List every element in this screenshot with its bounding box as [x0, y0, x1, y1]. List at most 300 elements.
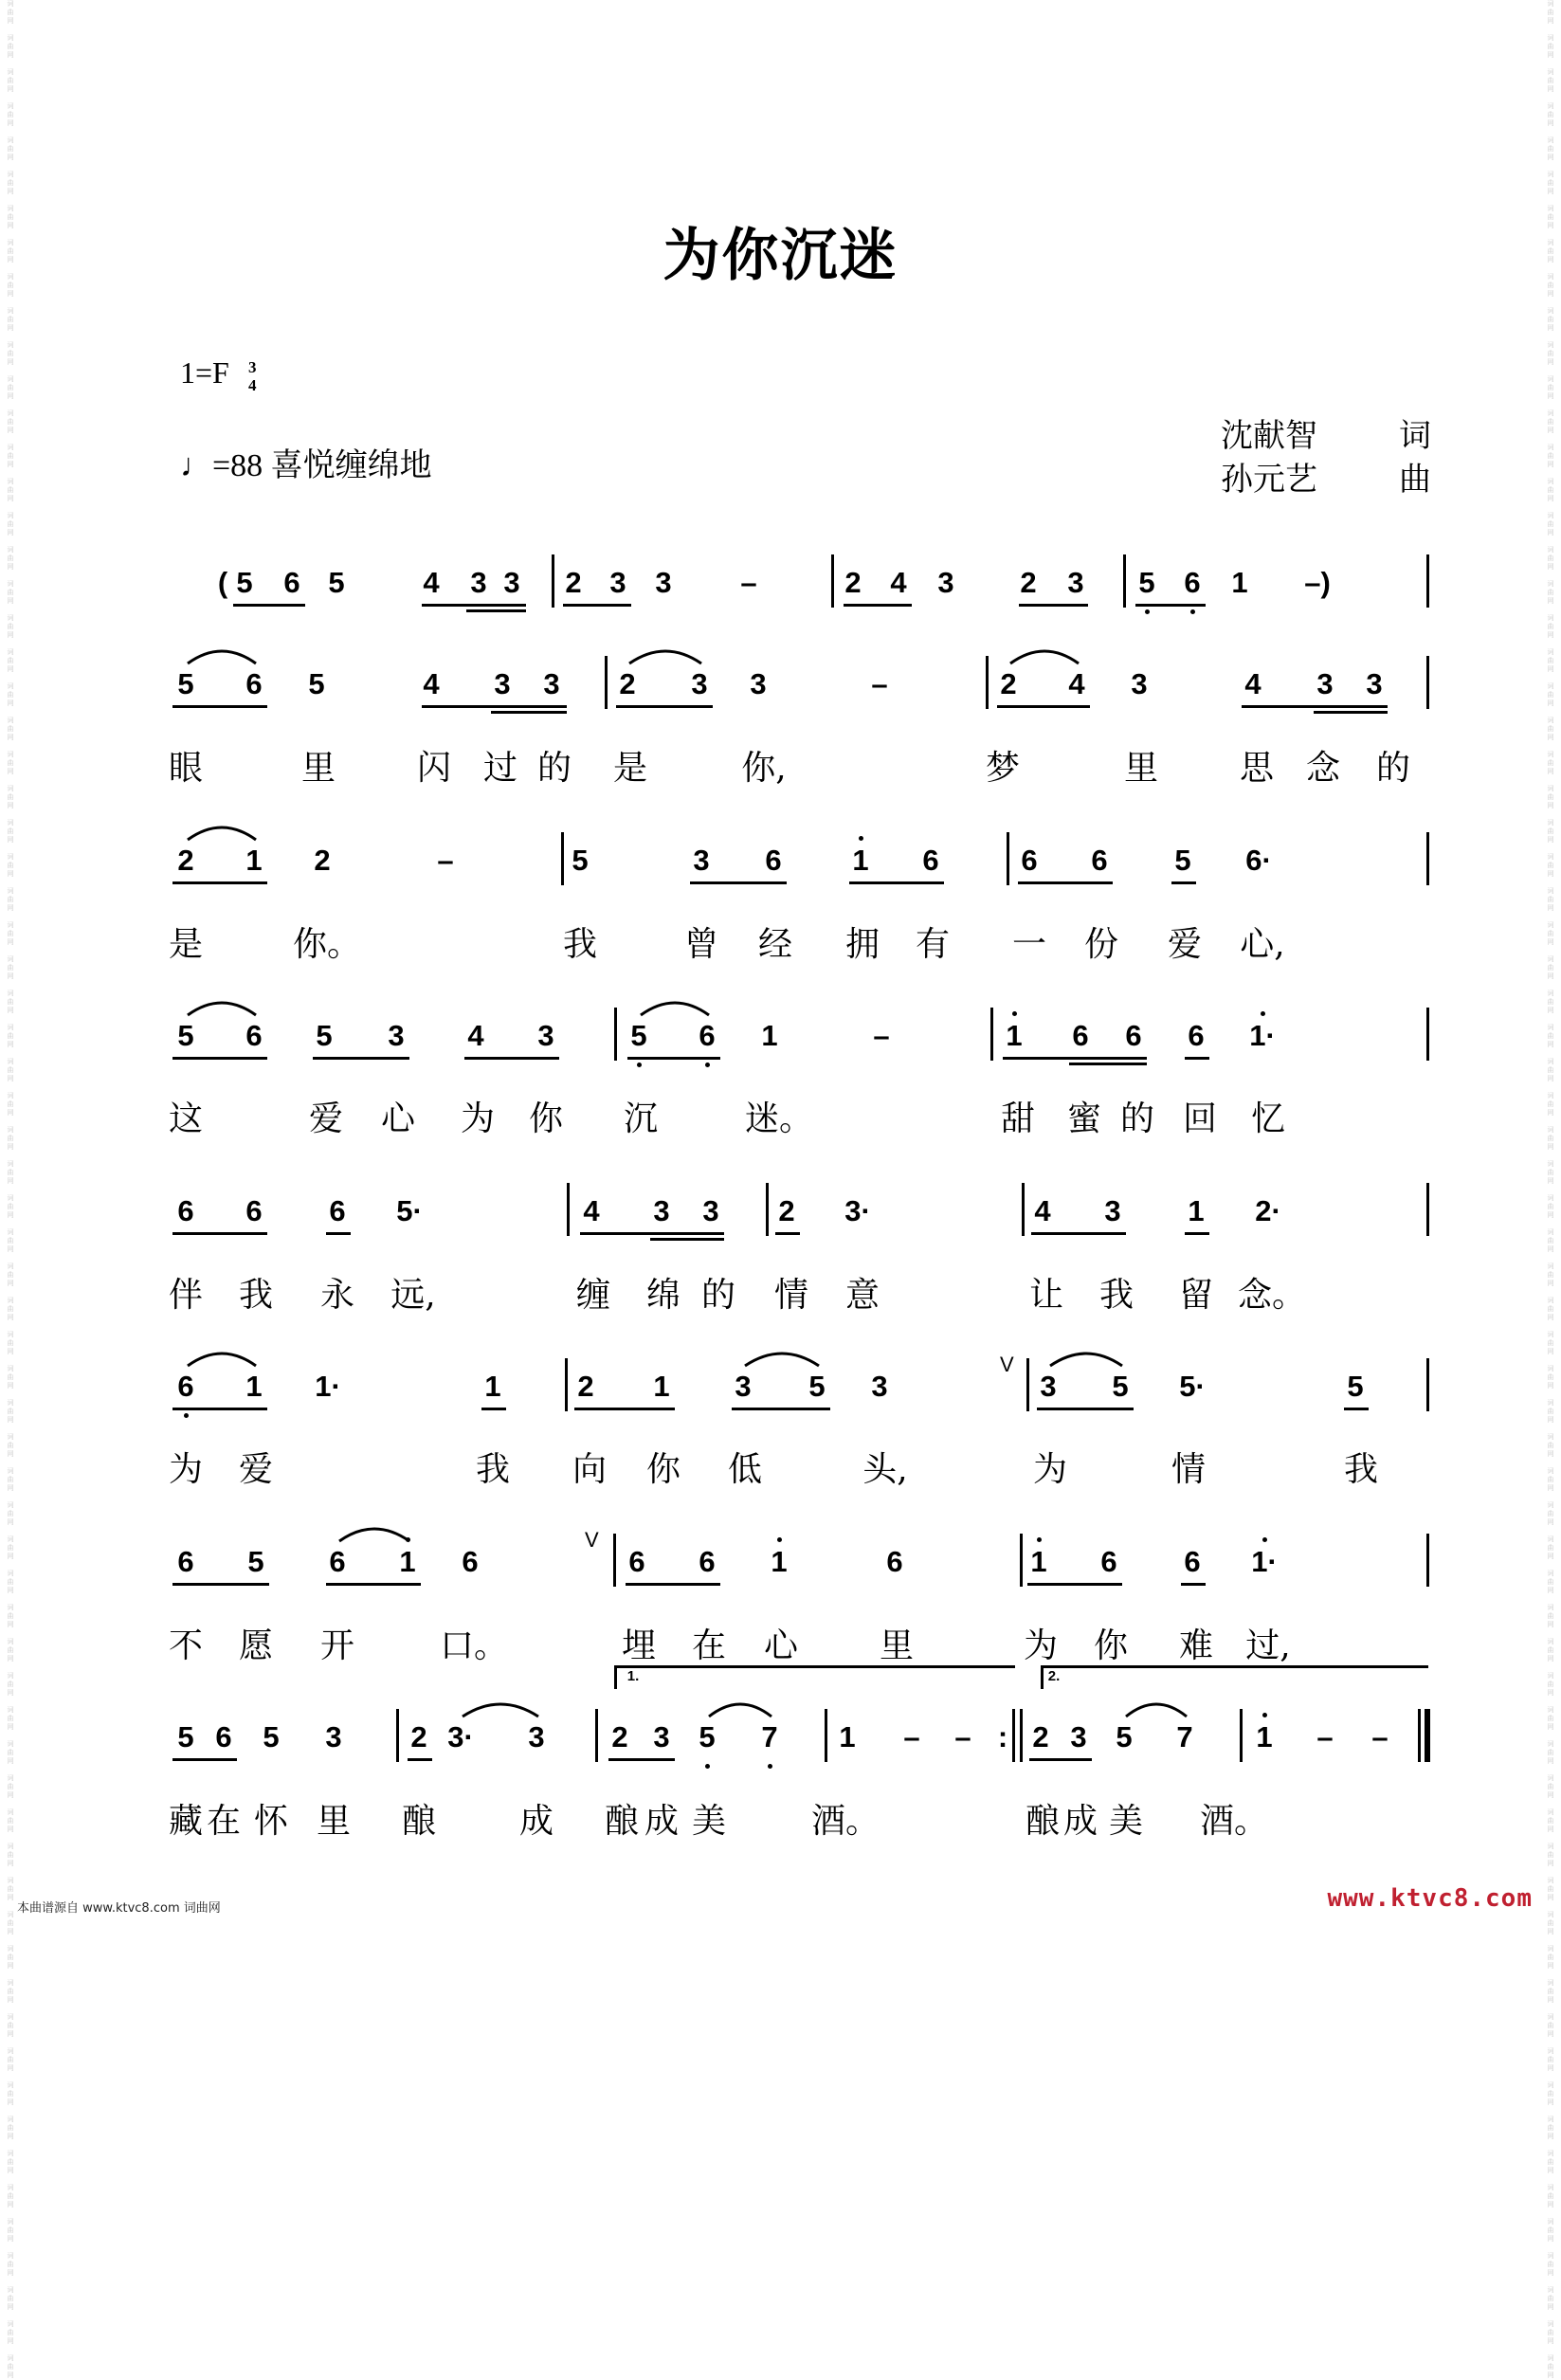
jianpu-note: 1· — [1249, 1019, 1276, 1052]
lyric-syllable: 有 — [915, 925, 951, 964]
lyric-syllable: 眼 — [168, 749, 204, 788]
jianpu-note: 6 — [462, 1545, 479, 1578]
jianpu-note: 1 — [484, 1370, 501, 1403]
slur-tie — [186, 996, 258, 1017]
bar-line — [825, 1709, 827, 1762]
jianpu-note: 7 — [1176, 1720, 1193, 1753]
jianpu-note: 5 — [808, 1370, 826, 1403]
slur-tie — [186, 821, 258, 842]
lyric-syllable: 是 — [612, 749, 648, 788]
lyric-syllable: 爱 — [308, 1099, 344, 1138]
footer-source: 本曲谱源自 www.ktvc8.com 词曲网 — [17, 1901, 221, 1916]
lyric-syllable: 拥 — [844, 925, 880, 964]
jianpu-note: 1 — [245, 1370, 263, 1403]
beam-underline — [608, 1758, 675, 1761]
bar-line — [1426, 1183, 1429, 1236]
jianpu-note: 3 — [388, 1019, 405, 1052]
lyric-syllable: 曾 — [683, 925, 719, 964]
jianpu-note: 5 — [630, 1019, 647, 1052]
lyric-syllable: 里 — [1123, 749, 1159, 788]
time-signature — [248, 358, 257, 394]
beam-underline — [172, 705, 267, 708]
jianpu-note: 6 — [1091, 844, 1108, 877]
beam-underline — [172, 1408, 267, 1410]
lyric-syllable: 经 — [757, 925, 793, 964]
jianpu-note: 6 — [245, 1019, 263, 1052]
octave-dot-above — [859, 836, 863, 841]
lyric-syllable: 蜜 — [1066, 1099, 1102, 1138]
lyric-syllable: 里 — [879, 1626, 915, 1665]
lyric-syllable: 心, — [1240, 925, 1285, 964]
lyric-syllable: 心 — [380, 1099, 416, 1138]
beam-underline — [326, 1583, 421, 1586]
bar-line — [1020, 1709, 1023, 1762]
repeat-dots: : — [997, 1720, 1008, 1753]
beam-underline — [1003, 1057, 1147, 1060]
lyric-syllable: 永 — [319, 1276, 355, 1315]
jianpu-note: 5 — [263, 1720, 280, 1753]
jianpu-note: – — [873, 1019, 890, 1052]
jianpu-note: 1 — [399, 1545, 416, 1578]
jianpu-note: 1 — [1030, 1545, 1047, 1578]
octave-dot-above — [1261, 1011, 1265, 1016]
beam-underline — [491, 711, 567, 714]
lyric-syllable: 里 — [316, 1802, 352, 1841]
lyric-syllable: 酿 — [1025, 1802, 1061, 1841]
jianpu-note: 6 — [699, 1545, 716, 1578]
lyric-syllable: 难 — [1178, 1626, 1214, 1665]
lyric-syllable: 埋 — [621, 1626, 657, 1665]
jianpu-note: 5 — [308, 667, 325, 700]
lyric-syllable: 为 — [460, 1099, 496, 1138]
volta-first — [614, 1665, 1015, 1689]
beam-underline — [844, 604, 912, 607]
jianpu-note: – — [871, 667, 888, 700]
jianpu-note: – — [437, 844, 454, 877]
tempo-marking: ♩=88 喜悦缠绵地 — [180, 448, 432, 483]
lyric-syllable: 里 — [300, 749, 336, 788]
lyric-syllable: 心 — [763, 1626, 799, 1665]
jianpu-note: 2 — [565, 566, 582, 599]
volta-second-label: 2. — [1047, 1668, 1061, 1684]
octave-dot-below — [184, 1413, 189, 1418]
jianpu-note: 1 — [1006, 1019, 1023, 1052]
jianpu-note: 6 — [177, 1194, 194, 1227]
jianpu-note: 6 — [1072, 1019, 1089, 1052]
time-signature-bottom: 4 — [248, 376, 257, 394]
beam-underline — [574, 1408, 675, 1410]
octave-dot-below — [1145, 609, 1150, 614]
lyric-syllable: 酿 — [604, 1802, 640, 1841]
jianpu-note: – — [1316, 1720, 1334, 1753]
bar-line — [766, 1183, 769, 1236]
jianpu-note: 1 — [771, 1545, 788, 1578]
beam-underline — [481, 1408, 506, 1410]
jianpu-note: 2 — [611, 1720, 628, 1753]
jianpu-note: 5 — [1174, 844, 1191, 877]
beam-underline — [466, 609, 526, 612]
lyric-syllable: 过, — [1245, 1626, 1291, 1665]
jianpu-note: 1 — [245, 844, 263, 877]
jianpu-note: 4 — [890, 566, 907, 599]
bar-line — [1022, 1183, 1025, 1236]
bar-line — [614, 1008, 617, 1061]
jianpu-note: 5· — [1179, 1370, 1206, 1403]
bar-line — [613, 1534, 616, 1587]
slur-tie — [1008, 645, 1080, 665]
breath-mark: V — [1000, 1353, 1014, 1376]
octave-dot-above — [1012, 1011, 1017, 1016]
jianpu-note: 1· — [1251, 1545, 1278, 1578]
lyric-syllable: 我 — [1343, 1450, 1379, 1489]
jianpu-note: 6 — [1125, 1019, 1142, 1052]
lyric-syllable: 向 — [572, 1450, 608, 1489]
lyric-syllable: 绵 — [645, 1276, 681, 1315]
jianpu-note: 3 — [1131, 667, 1148, 700]
bar-line — [605, 656, 608, 709]
bar-line — [1012, 1709, 1015, 1762]
lyric-syllable: 伴 — [168, 1276, 204, 1315]
bar-line — [565, 1358, 568, 1411]
jianpu-note: 6 — [1184, 566, 1201, 599]
jianpu-note: 5 — [699, 1720, 716, 1753]
jianpu-note: 3 — [655, 566, 672, 599]
jianpu-note: 2 — [1020, 566, 1037, 599]
bar-line — [1020, 1534, 1023, 1587]
lyric-syllable: 让 — [1028, 1276, 1064, 1315]
lyric-syllable: 你 — [645, 1450, 681, 1489]
lyric-syllable: 在 — [206, 1802, 242, 1841]
lyric-syllable: 成 — [644, 1802, 680, 1841]
jianpu-note: 4 — [1068, 667, 1085, 700]
jianpu-note: 6 — [177, 1370, 194, 1403]
lyric-syllable: 酒。 — [1199, 1802, 1269, 1841]
jianpu-note: 3 — [691, 667, 708, 700]
lyric-syllable: 为 — [1032, 1450, 1068, 1489]
jianpu-note: 5· — [396, 1194, 423, 1227]
jianpu-note: 3 — [494, 667, 511, 700]
slur-tie — [1048, 1347, 1124, 1368]
bar-line — [1426, 656, 1429, 709]
volta-second — [1041, 1665, 1428, 1689]
lyric-syllable: 思 — [1239, 749, 1275, 788]
jianpu-note: 2 — [314, 844, 331, 877]
jianpu-note: 3 — [470, 566, 487, 599]
bar-line — [552, 554, 554, 608]
jianpu-note: 5 — [177, 667, 194, 700]
beam-underline — [1171, 881, 1196, 884]
lyric-syllable: 是 — [168, 925, 204, 964]
jianpu-note: 5 — [177, 1720, 194, 1753]
beam-underline — [616, 705, 713, 708]
beam-underline — [408, 1758, 432, 1761]
beam-underline — [1135, 604, 1206, 607]
lyric-syllable: 闪 — [416, 749, 452, 788]
lyric-syllable: 爱 — [1167, 925, 1203, 964]
beam-underline — [1242, 705, 1388, 708]
jianpu-note: 4 — [423, 667, 440, 700]
beam-underline — [172, 1583, 269, 1586]
lyric-syllable: 你 — [528, 1099, 564, 1138]
jianpu-note: 3 — [871, 1370, 888, 1403]
bar-line — [396, 1709, 399, 1762]
lyric-syllable: 念。 — [1237, 1276, 1307, 1315]
beam-underline — [650, 1238, 724, 1241]
breath-mark: V — [585, 1528, 599, 1552]
jianpu-note: 5 — [316, 1019, 333, 1052]
bar-line — [1426, 554, 1429, 608]
jianpu-note: 3 — [537, 1019, 554, 1052]
jianpu-note: 6 — [1100, 1545, 1117, 1578]
lyric-syllable: 念 — [1305, 749, 1341, 788]
lyric-syllable: 美 — [691, 1802, 727, 1841]
lyric-syllable: 我 — [562, 925, 598, 964]
jianpu-note: 7 — [761, 1720, 778, 1753]
jianpu-note: 6 — [1184, 1545, 1201, 1578]
jianpu-note: 2 — [1032, 1720, 1049, 1753]
octave-dot-above — [1037, 1537, 1042, 1542]
composer-role: 曲 — [1399, 463, 1431, 498]
lyric-syllable: 你, — [741, 749, 787, 788]
jianpu-note: 3 — [609, 566, 626, 599]
jianpu-note: 6 — [215, 1720, 232, 1753]
lyric-syllable: 在 — [691, 1626, 727, 1665]
jianpu-note: 5 — [236, 566, 253, 599]
beam-underline — [563, 604, 631, 607]
jianpu-note: 6 — [922, 844, 939, 877]
jianpu-note: 5 — [1116, 1720, 1133, 1753]
lyric-syllable: 一 — [1011, 925, 1047, 964]
slur-tie — [1124, 1698, 1189, 1718]
jianpu-note: – — [1371, 1720, 1389, 1753]
bar-line — [1007, 832, 1009, 885]
jianpu-note: 3 — [653, 1720, 670, 1753]
lyric-syllable: 开 — [319, 1626, 355, 1665]
jianpu-note: 3 — [1366, 667, 1383, 700]
jianpu-note: 1 — [1231, 566, 1248, 599]
beam-underline — [172, 881, 267, 884]
beam-underline — [1027, 1583, 1122, 1586]
lyric-syllable: 过 — [482, 749, 518, 788]
jianpu-note: 5 — [1347, 1370, 1364, 1403]
jianpu-note: 2 — [1000, 667, 1017, 700]
octave-dot-below — [705, 1063, 710, 1067]
jianpu-note: 6 — [1188, 1019, 1205, 1052]
lyric-syllable: 爱 — [238, 1450, 274, 1489]
jianpu-note: 6 — [886, 1545, 903, 1578]
jianpu-note: 3 — [653, 1194, 670, 1227]
beam-underline — [1185, 1232, 1209, 1235]
jianpu-note: 3 — [1040, 1370, 1057, 1403]
jianpu-note: 2· — [1255, 1194, 1281, 1227]
lyric-syllable: 份 — [1083, 925, 1119, 964]
lyric-syllable: 低 — [727, 1450, 763, 1489]
bar-line — [567, 1183, 570, 1236]
lyric-syllable: 沉 — [623, 1099, 659, 1138]
beam-underline — [172, 1232, 267, 1235]
jianpu-note: – — [954, 1720, 971, 1753]
beam-underline — [1037, 1408, 1134, 1410]
jianpu-note: 4 — [1034, 1194, 1051, 1227]
jianpu-note: 6 — [245, 1194, 263, 1227]
jianpu-note: 5 — [1138, 566, 1155, 599]
jianpu-note: 4 — [423, 566, 440, 599]
bar-line — [1426, 1358, 1429, 1411]
jianpu-note: 3 — [702, 1194, 719, 1227]
lyric-syllable: 怀 — [253, 1802, 289, 1841]
octave-dot-below — [705, 1764, 710, 1769]
lyric-syllable: 酒。 — [810, 1802, 880, 1841]
jianpu-note: 3· — [447, 1720, 474, 1753]
slur-tie — [627, 645, 703, 665]
jianpu-note: 6· — [1245, 844, 1272, 877]
beam-underline — [732, 1408, 830, 1410]
jianpu-note: –) — [1304, 566, 1331, 599]
jianpu-note: 6 — [245, 667, 263, 700]
bar-line — [1426, 1008, 1429, 1061]
beam-underline — [422, 705, 567, 708]
beam-underline — [627, 1057, 720, 1060]
lyric-syllable: 的 — [700, 1276, 736, 1315]
slur-tie — [743, 1347, 821, 1368]
lyric-syllable: 意 — [844, 1276, 880, 1315]
beam-underline — [1019, 604, 1088, 607]
lyric-syllable: 不 — [168, 1626, 204, 1665]
jianpu-note: 3 — [543, 667, 560, 700]
jianpu-note: 2 — [410, 1720, 427, 1753]
lyricist-name: 沈献智 — [1221, 419, 1317, 454]
lyric-syllable: 忆 — [1250, 1099, 1286, 1138]
jianpu-note: 6 — [699, 1019, 716, 1052]
octave-dot-above — [1262, 1537, 1267, 1542]
lyric-syllable: 这 — [168, 1099, 204, 1138]
jianpu-note: 2 — [619, 667, 636, 700]
beam-underline — [690, 881, 787, 884]
lyricist-role: 词 — [1399, 419, 1431, 454]
lyric-syllable: 梦 — [985, 749, 1021, 788]
lyric-syllable: 你 — [1093, 1626, 1129, 1665]
lyric-syllable: 口。 — [439, 1626, 509, 1665]
jianpu-note: 6 — [177, 1545, 194, 1578]
beam-underline — [1018, 881, 1113, 884]
beam-underline — [1031, 1232, 1126, 1235]
bar-line — [1240, 1709, 1243, 1762]
lyric-syllable: 头, — [862, 1450, 908, 1489]
composer-name: 孙元艺 — [1221, 463, 1317, 498]
slur-tie — [186, 645, 258, 665]
beam-underline — [464, 1057, 559, 1060]
bar-line — [1123, 554, 1126, 608]
beam-underline — [626, 1583, 720, 1586]
intro-paren-open: ( — [217, 566, 228, 599]
jianpu-note: 5 — [572, 844, 589, 877]
octave-dot-below — [637, 1063, 642, 1067]
lyric-syllable: 成 — [518, 1802, 554, 1841]
beam-underline — [1344, 1408, 1369, 1410]
lyric-syllable: 留 — [1178, 1276, 1214, 1315]
lyric-syllable: 的 — [536, 749, 572, 788]
jianpu-note: 3 — [325, 1720, 342, 1753]
jianpu-note: 6 — [1021, 844, 1038, 877]
jianpu-note: 1 — [1188, 1194, 1205, 1227]
final-bar-line — [1425, 1709, 1430, 1762]
jianpu-note: – — [903, 1720, 920, 1753]
lyric-syllable: 回 — [1182, 1099, 1218, 1138]
jianpu-note: 4 — [1244, 667, 1262, 700]
lyric-syllable: 迷。 — [744, 1099, 814, 1138]
lyric-syllable: 酿 — [401, 1802, 437, 1841]
jianpu-note: 5 — [177, 1019, 194, 1052]
jianpu-note: 3 — [1104, 1194, 1121, 1227]
lyric-syllable: 愿 — [238, 1626, 274, 1665]
jianpu-note: 5 — [328, 566, 345, 599]
footer-logo: www.ktvc8.com — [1327, 1884, 1533, 1913]
lyric-syllable: 情 — [1171, 1450, 1207, 1489]
beam-underline — [326, 1232, 351, 1235]
beam-underline — [1069, 1063, 1147, 1065]
bar-line — [595, 1709, 598, 1762]
lyric-syllable: 藏 — [168, 1802, 204, 1841]
bar-line — [1426, 1534, 1429, 1587]
bar-line — [990, 1008, 993, 1061]
beam-underline — [997, 705, 1090, 708]
lyric-syllable: 远, — [390, 1276, 436, 1315]
lyric-syllable: 的 — [1119, 1099, 1155, 1138]
jianpu-note: 3 — [1316, 667, 1334, 700]
jianpu-note: 3 — [528, 1720, 545, 1753]
jianpu-note: 5 — [247, 1545, 264, 1578]
lyric-syllable: 甜 — [1000, 1099, 1036, 1138]
slur-tie — [186, 1347, 258, 1368]
jianpu-note: 3 — [735, 1370, 752, 1403]
octave-dot-below — [768, 1764, 772, 1769]
jianpu-note: 3 — [693, 844, 710, 877]
lyric-syllable: 我 — [238, 1276, 274, 1315]
jianpu-note: 1 — [852, 844, 869, 877]
jianpu-note: 2 — [844, 566, 862, 599]
lyric-syllable: 情 — [773, 1276, 809, 1315]
lyric-syllable: 我 — [1098, 1276, 1134, 1315]
jianpu-note: 3 — [937, 566, 954, 599]
beam-underline — [775, 1232, 800, 1235]
octave-dot-above — [1262, 1713, 1267, 1717]
beam-underline — [1185, 1057, 1209, 1060]
jianpu-note: 6 — [329, 1194, 346, 1227]
jianpu-note: 1 — [839, 1720, 856, 1753]
bar-line — [1426, 832, 1429, 885]
lyric-syllable: 美 — [1108, 1802, 1144, 1841]
jianpu-note: 1 — [761, 1019, 778, 1052]
jianpu-note: – — [740, 566, 757, 599]
beam-underline — [849, 881, 944, 884]
lyric-syllable: 我 — [475, 1450, 511, 1489]
lyric-syllable: 为 — [168, 1450, 204, 1489]
octave-dot-below — [1190, 609, 1195, 614]
jianpu-note: 6 — [283, 566, 300, 599]
beam-underline — [1029, 1758, 1092, 1761]
bar-line — [1418, 1709, 1421, 1762]
beam-underline — [580, 1232, 724, 1235]
time-signature-top: 3 — [248, 358, 257, 376]
jianpu-note: 2 — [778, 1194, 795, 1227]
beam-underline — [1314, 711, 1388, 714]
jianpu-note: 3 — [1067, 566, 1084, 599]
jianpu-note: 2 — [577, 1370, 594, 1403]
bar-line — [561, 832, 564, 885]
jianpu-note: 6 — [329, 1545, 346, 1578]
lyric-syllable: 的 — [1375, 749, 1411, 788]
jianpu-note: 1· — [315, 1370, 341, 1403]
